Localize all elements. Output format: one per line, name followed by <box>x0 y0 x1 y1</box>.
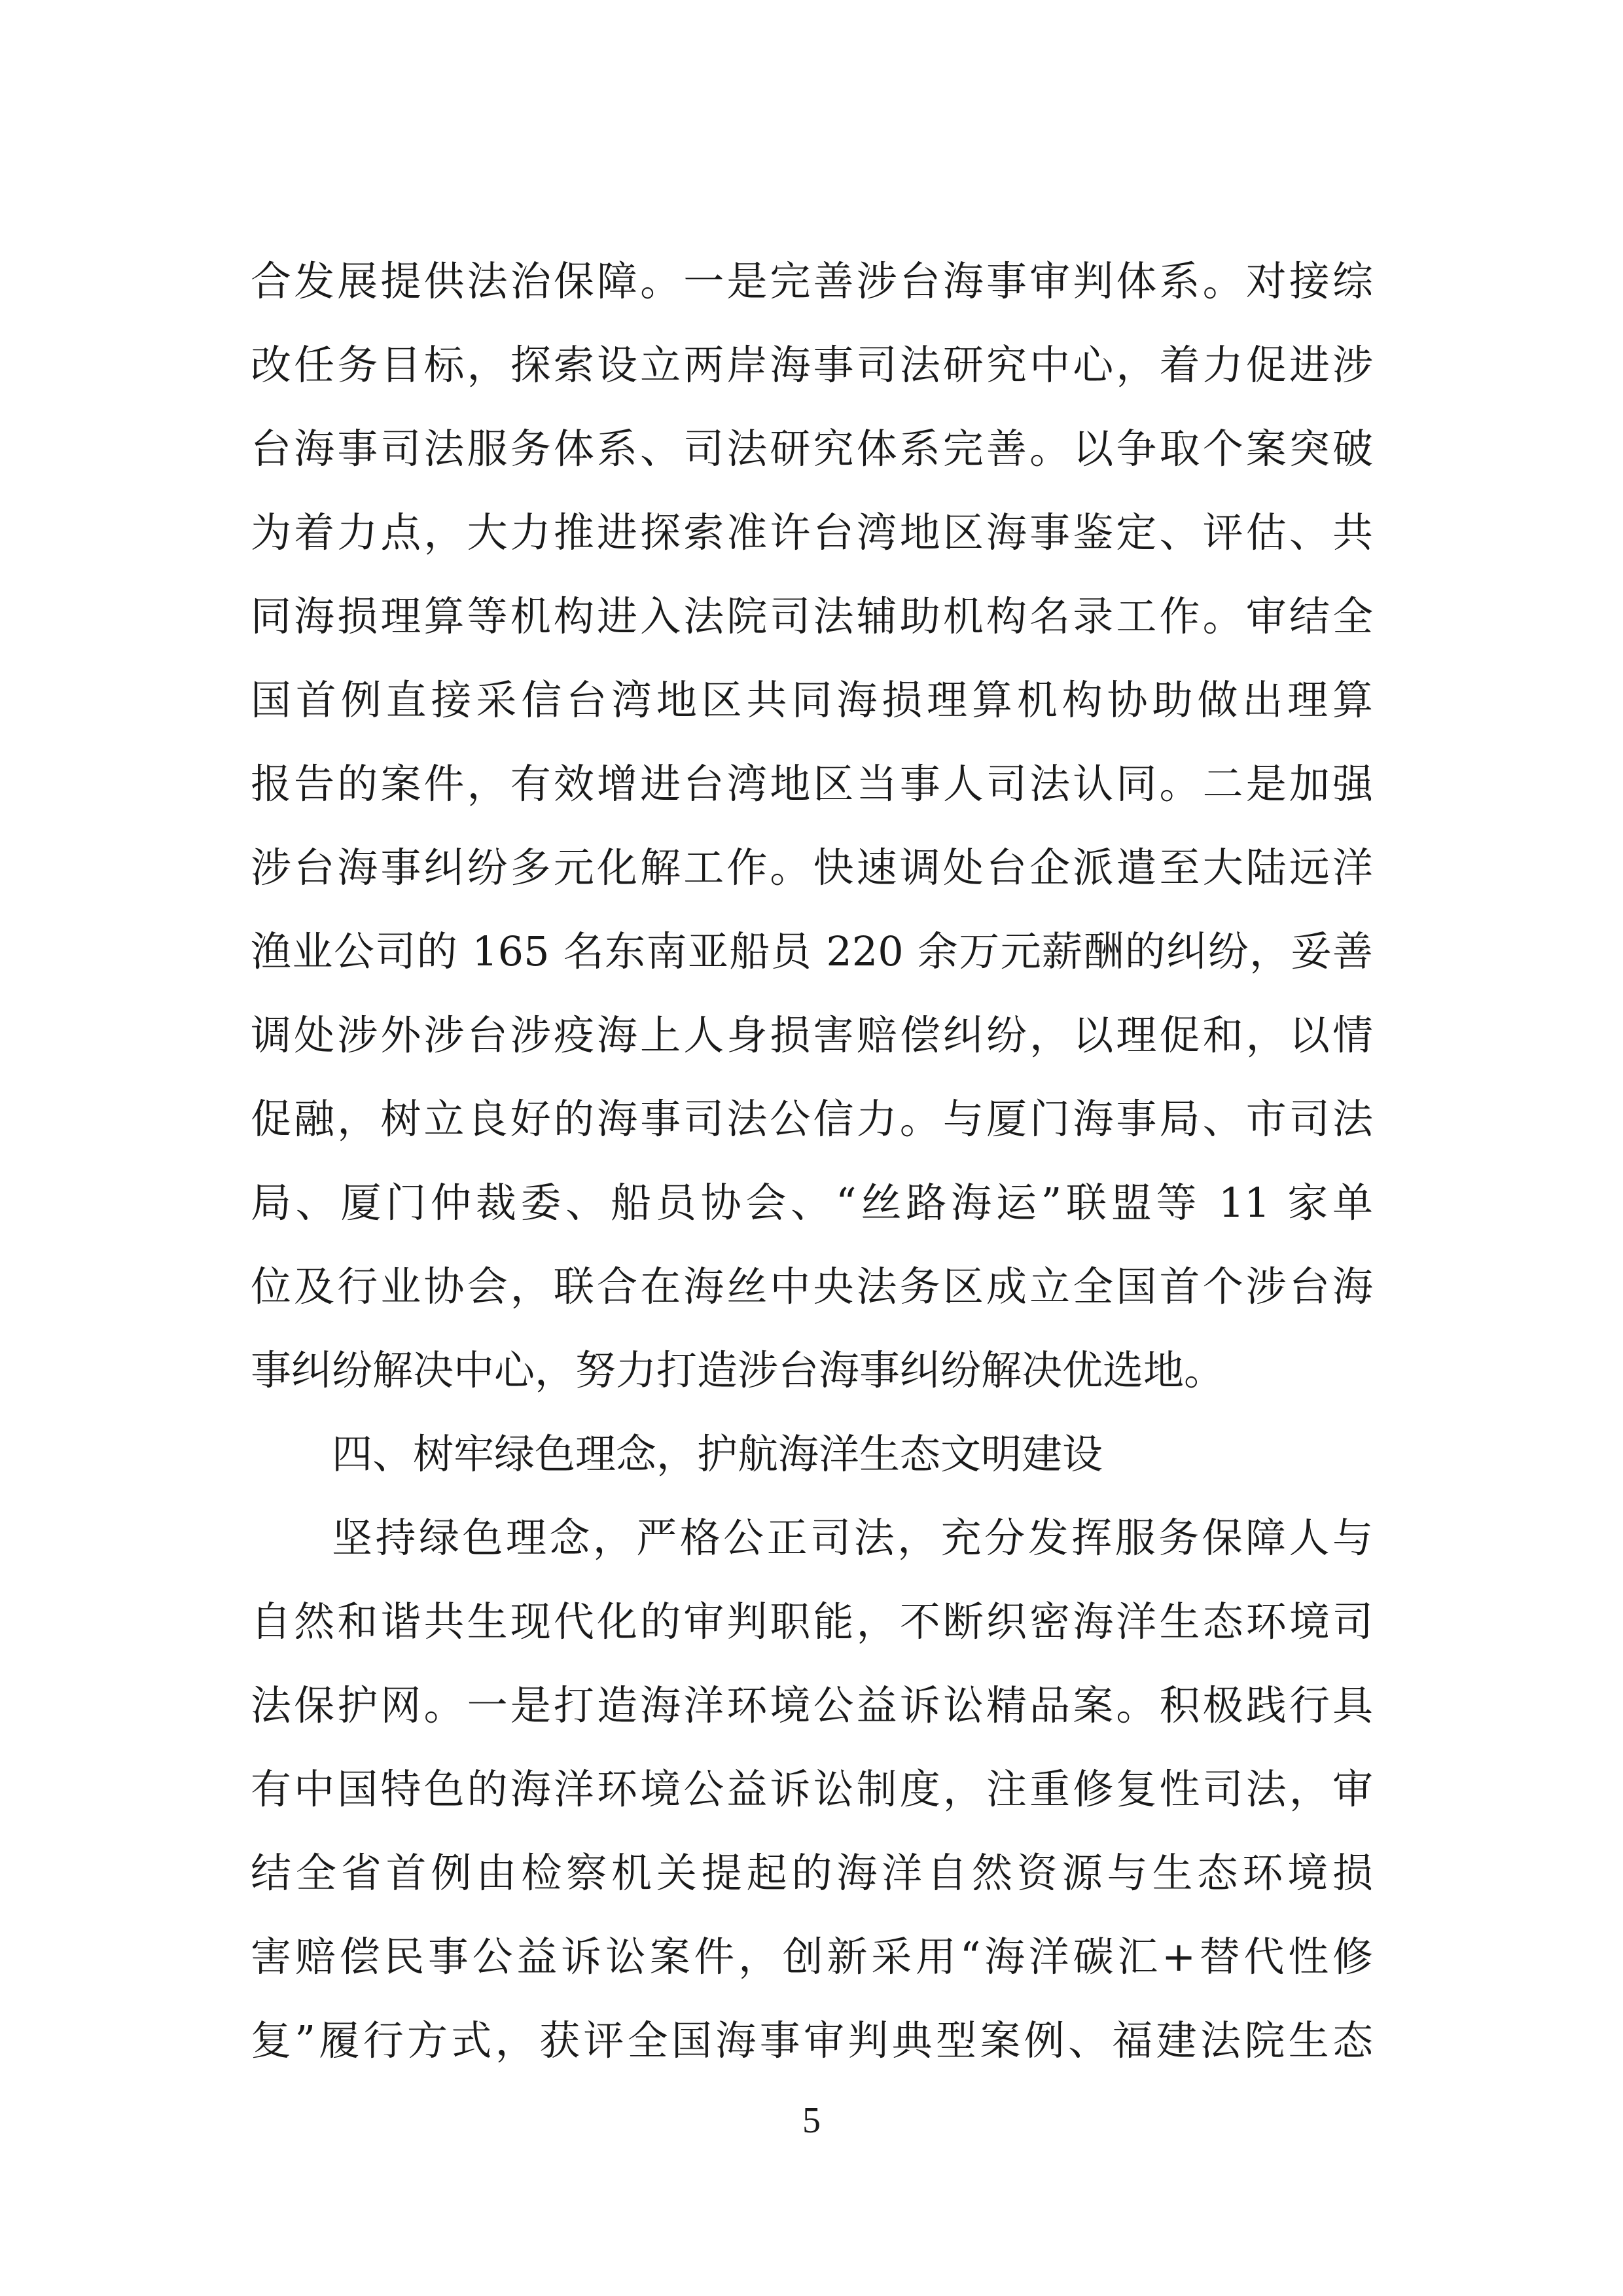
body-text-line-5: 同海损理算等机构进入法院司法辅助机构名录工作。审结全 <box>251 592 1373 640</box>
body-text-line-2: 改任务目标，探索设立两岸海事司法研究中心，着力促进涉 <box>251 341 1373 389</box>
body-text-line-11: 促融，树立良好的海事司法公信力。与厦门海事局、市司法 <box>251 1095 1373 1143</box>
body-text-line-4: 为着力点，大力推进探索准许台湾地区海事鉴定、评估、共 <box>251 509 1373 556</box>
body-text-line-16: 坚持绿色理念，严格公正司法，充分发挥服务保障人与 <box>332 1514 1373 1562</box>
body-text-line-6: 国首例直接采信台湾地区共同海损理算机构协助做出理算 <box>251 676 1373 724</box>
body-text-line-7: 报告的案件，有效增进台湾地区当事人司法认同。二是加强 <box>251 760 1373 808</box>
body-text-line-17: 自然和谐共生现代化的审判职能，不断织密海洋生态环境司 <box>251 1598 1373 1645</box>
body-text-line-12: 局、厦门仲裁委、船员协会、“丝路海运”联盟等 11 家单 <box>251 1179 1373 1227</box>
body-text-line-10: 调处涉外涉台涉疫海上人身损害赔偿纠纷，以理促和，以情 <box>251 1011 1373 1059</box>
body-text-line-14: 事纠纷解决中心，努力打造涉台海事纠纷解决优选地。 <box>251 1346 1225 1394</box>
section-heading: 四、树牢绿色理念，护航海洋生态文明建设 <box>332 1430 1103 1478</box>
body-text-line-22: 复”履行方式，获评全国海事审判典型案例、福建法院生态 <box>251 2017 1373 2064</box>
body-text-line-18: 法保护网。一是打造海洋环境公益诉讼精品案。积极践行具 <box>251 1681 1373 1729</box>
body-text-line-19: 有中国特色的海洋环境公益诉讼制度，注重修复性司法，审 <box>251 1765 1373 1813</box>
page-number: 5 <box>802 2100 821 2141</box>
body-text-line-3: 台海事司法服务体系、司法研究体系完善。以争取个案突破 <box>251 425 1373 473</box>
body-text-line-13: 位及行业协会，联合在海丝中央法务区成立全国首个涉台海 <box>251 1263 1373 1310</box>
body-text-line-8: 涉台海事纠纷多元化解工作。快速调处台企派遣至大陆远洋 <box>251 844 1373 891</box>
body-text-line-21: 害赔偿民事公益诉讼案件，创新采用“海洋碳汇+替代性修 <box>251 1933 1373 1981</box>
body-text-line-1: 合发展提供法治保障。一是完善涉台海事审判体系。对接综 <box>251 257 1373 305</box>
body-text-line-20: 结全省首例由检察机关提起的海洋自然资源与生态环境损 <box>251 1849 1373 1897</box>
body-text-line-9: 渔业公司的 165 名东南亚船员 220 余万元薪酬的纠纷，妥善 <box>251 927 1373 975</box>
